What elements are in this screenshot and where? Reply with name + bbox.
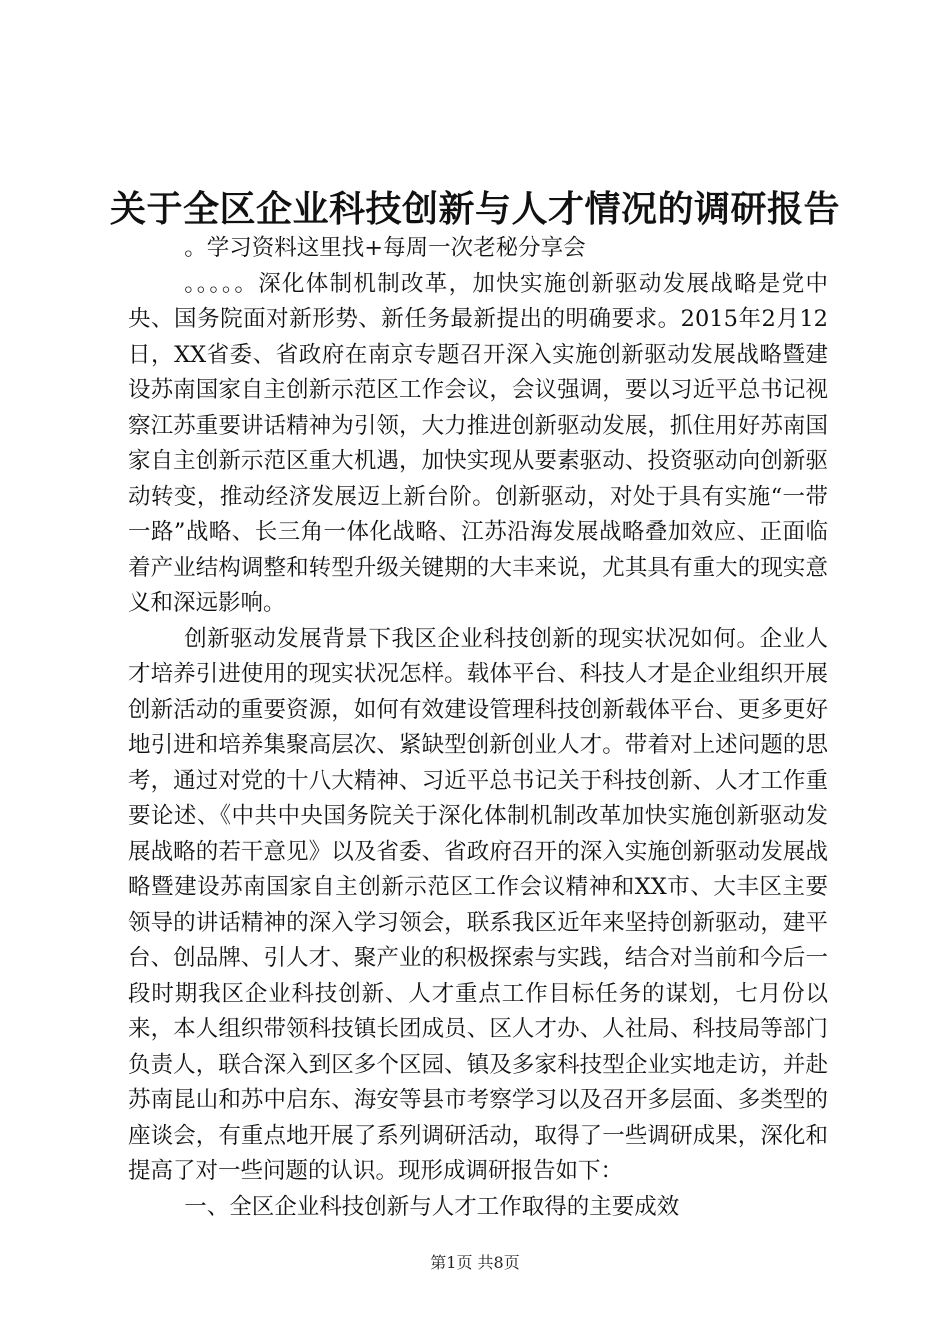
page-footer: 第1页 共8页 — [430, 1253, 520, 1272]
section-heading: 一、全区企业科技创新与人才工作取得的主要成效 — [184, 1193, 680, 1220]
paragraph-3: 创新驱动发展背景下我区企业科技创新的现实状况如何。企业人才培养引进使用的现实状况怎样。载体平台、科技人才是企业组织开展创新活动的重要资源，如何有效建设管理科技创新载体平台、更多更好地引进和培养集聚高层次、紧缺型创新创业人才。带着对上述问题的思考，通过对党的十八大精神、习近平总书记关于科技创新、人才工作重要论述、《中共中央国务院关于深化体制机制改革加快实施创新驱动发展战略的若干意见》以及省委、省政府召开的深入实施创新驱动发展战略暨建设苏南国家自主创新示范区工作会议精神和XX市、大丰区主要领导的讲话精神的深入学习领会，联系我区近年来坚持创新驱动，建平台、创品牌、引人才、聚产业的积极探索与实践，结合对当前和今后一段时期我区企业科技创新、人才重点工作目标任务的谋划，七月份以来，本人组织带领科技镇长团成员、区人才办、人社局、科技局等部门负责人，联合深入到区多个区园、镇及多家科技型企业实地走访，并赴苏南昆山和苏中启东、海安等县市考察学习以及召开多层面、多类型的座谈会，有重点地开展了系列调研活动，取得了一些调研成果，深化和提高了对一些问题的认识。现形成调研报告如下： — [128, 625, 828, 1184]
paragraph-2: 。。。。。深化体制机制改革，加快实施创新驱动发展战略是党中央、国务院面对新形势、新任务最新提出的明确要求。2015年2月12日，XX省委、省政府在南京专题召开深入实施创新驱动发展战略暨建设苏南国家自主创新示范区工作会议，会议强调，要以习近平总书记视察江苏重要讲话精神为引领，大力推进创新驱动发展，抓住用好苏南国家自主创新示范区重大机遇，加快实现从要素驱动、投资驱动向创新驱动转变，推动经济发展迈上新台阶。创新驱动，对处于具有实施“一带一路”战略、长三角一体化战略、江苏沿海发展战略叠加效应、正面临着产业结构调整和转型升级关键期的大丰来说，尤其具有重大的现实意义和深远影响。 — [128, 270, 828, 616]
document-body — [128, 231, 828, 1225]
paragraph-1: 。学习资料这里找+每周一次老秘分享会 — [184, 235, 586, 261]
document-title: 关于全区企业科技创新与人才情况的调研报告 — [109, 188, 840, 230]
